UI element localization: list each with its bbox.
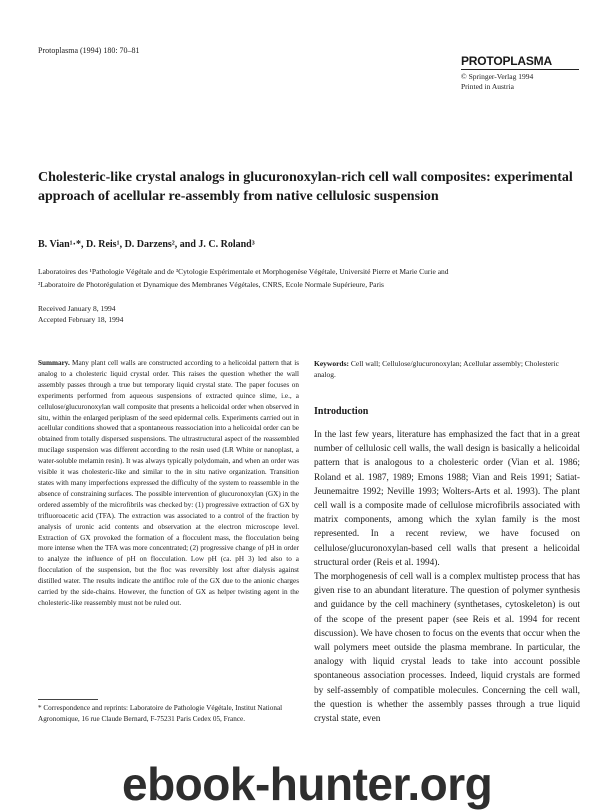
copyright-line: © Springer-Verlag 1994 — [461, 72, 534, 81]
footnote-rule — [38, 699, 98, 700]
affiliation-2: ²Laboratoire de Photorégulation et Dynamique des Membranes Végétales, CNRS, Ecole Normale Supérieure, Paris — [38, 279, 384, 289]
introduction-body — [314, 428, 580, 726]
abstract-text: Many plant cell walls are constructed according to a helicoidal pattern that is analog to a cholesteric liquid crystal order. This raises the question whether the wall assembly passes through a true but temporary liquid crystal state. The paper focuses on experiments performed from aqueous suspensions of extracted quince slime, i.e., a cellulose/glucuronoxylan wall composite that presents a helicoidal order when observed in situ, within the enlarged periplasm of the seed epidermal cells. Experiments carried out in acellular conditions showed that a spontaneous reassociation into a helicoidal order can be obtained from totally dispersed suspensions. The ultrastructural aspect of the reassembled mucilage suspension was different according to the resin used (LR White or nanoplast, a water-soluble melamin resin). It was always typically polydomain, and when an order was visible it was cholesteric-like and similar to the in situ native organization. Transition states with many imperfections expressed the difficulty of the system to reassemble in the absence of constraining surfaces. The possible intervention of glucuronoxylan (GX) in the ordered assembly of the microfibrils was checked by: (1) progressive extraction of GX by trifluoroacetic acid (TFA). The extraction was associated to a control of the fraction by analysis of uronic acid contents and observation at the electron microscope level. Extraction of GX provoked the formation of a flocculent mass, the flocculation being more intense when the TFA was more concentrated; (2) progressive change of pH in order to analyze the influence of pH on flocculation. Low pH (ca. pH 3) led also to a flocculation of the suspension, but the floc was reversibly lost after dialysis against distilled water. The results indicate the antifloc role of the GX due to the anionic charges carried by the side-chains. However, the function of GX as helper twisting agent in the cholesteric-like reassembly must not be ruled out. — [38, 359, 300, 607]
accepted-date: Accepted February 18, 1994 — [38, 315, 124, 324]
footnote: * Correspondence and reprints: Laboratoire de Pathologie Végétale, Institut National Agronomique, 16 rue Claude Bernard, F-75231 Paris Cedex 05, France. — [38, 704, 283, 723]
article-title: Cholesteric-like crystal analogs in glucuronoxylan-rich cell wall composites: experimental approach of acellular re-assembly from native cellulosic suspension — [38, 170, 573, 204]
affiliations — [38, 266, 578, 291]
keywords-label: Keywords: — [314, 359, 349, 368]
journal-brand: PROTOPLASMA — [461, 54, 552, 68]
copyright-block — [461, 72, 533, 92]
affiliation-1: Laboratoires des ¹Pathologie Végétale and de ³Cytologie Expérimentale et Morphogenèse Végétale, Université Pierre et Marie Curie and — [38, 267, 449, 276]
watermark: ebook-hunter.org — [122, 758, 493, 810]
article-authors: B. Vian¹·*, D. Reis¹, D. Darzens², and J. C. Roland³ — [38, 239, 255, 250]
keywords-text: Cell wall; Cellulose/glucuronoxylan; Acellular assembly; Cholesteric analog. — [314, 359, 559, 379]
keywords — [314, 358, 580, 380]
section-heading: Introduction — [314, 406, 369, 417]
received-date: Received January 8, 1994 — [38, 304, 116, 313]
article-dates — [38, 303, 123, 325]
abstract — [38, 358, 299, 609]
intro-paragraph-1: In the last few years, literature has emphasized the fact that in a great number of cellulosic cell walls, the wall design is basically a helicoidal pattern that is analogous to a cholesteric order (Vian et al. 1986; Roland et al. 1987, 1989; Emons 1988; Vian and Reis 1991; Satiat-Jeunemaitre 1992; Neville 1993; Wolters-Arts et al. 1993). The plant cell wall is a composite made of cellulose microfibrils associated with matrix components, among which the xylan family is the most represented. In a recent review, we have focused on cellulose/glucuronoxylan-based cell walls that present a helicoidal structural order (Reis et al. 1994). — [314, 430, 580, 568]
journal-reference: Protoplasma (1994) 180: 70–81 — [38, 46, 140, 55]
abstract-label: Summary. — [38, 359, 70, 367]
intro-paragraph-2: The morphogenesis of cell wall is a complex multistep process that has given rise to an abundant literature. The question of polymer synthesis and guidance by the cell machinery (synthetases, cytoskeleton) is out of the scope of the present paper (see Reis et al. 1994 for recent discussion). We have chosen to focus on the events that occur when the wall polymers meet outside the plasma membrane. In particular, the analogy with liquid crystal leads to take into account possible spontaneous association processes. Indeed, liquid crystals are formed by self-assembly of compatible molecules. Concerning the cell wall, the question is whether the assembly passes through a true liquid crystal state, even — [314, 572, 580, 725]
printed-line: Printed in Austria — [461, 82, 514, 91]
brand-rule — [461, 69, 579, 70]
